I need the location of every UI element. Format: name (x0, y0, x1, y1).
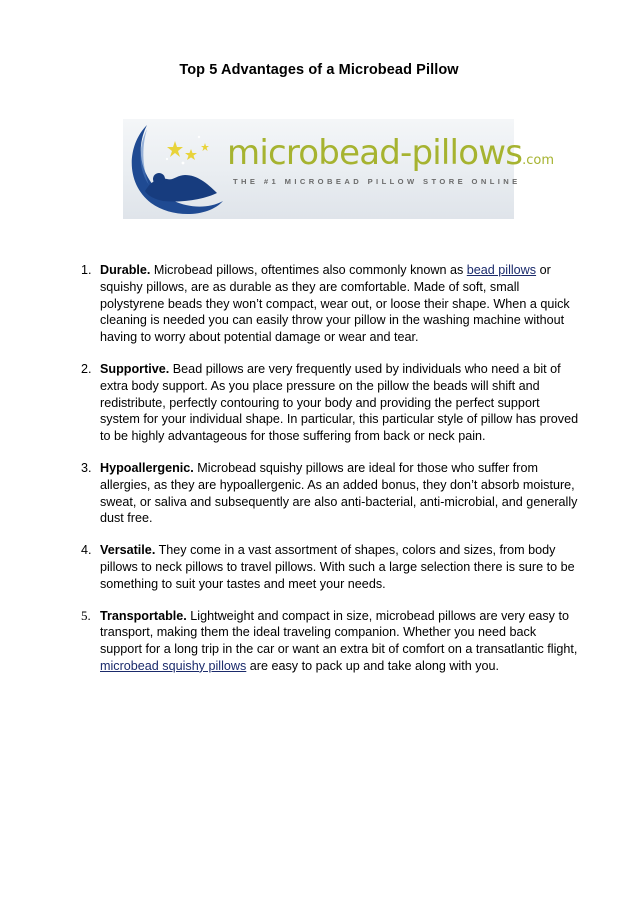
item-text: They come in a vast assortment of shapes, colors and sizes, from body pillows to neck pillows to travel pillows. With such a large selection there is sure to be something to suit your tastes and meet your needs. (100, 543, 575, 591)
item-heading: Versatile. (100, 543, 156, 558)
list-item-hypoallergenic (81, 460, 581, 527)
item-text: are easy to pack up and take along with you. (246, 658, 500, 673)
star-icon (185, 149, 197, 160)
logo-dotcom-text: .com (522, 153, 555, 168)
star-icon (167, 141, 183, 157)
star-dot (198, 136, 200, 138)
star-dot (166, 158, 168, 160)
item-text: or squishy pillows, are as durable as they are comfortable. Made of soft, small polystyrene beads they won’t compact, wear out, or loose their shape. When a quick cleaning is needed you can easily throw your pillow in the washing machine without having to worry about potential damage or wear and tear. (100, 263, 570, 345)
item-text: Bead pillows are very frequently used by individuals who need a bit of extra body support. As you place pressure on the pillow the beads will shift and redistribute, perfectly contouring to your body and providing the perfect support system for your individual shape. In particular, this particular style of pillow has proved to be highly advantageous for those suffering from back or neck pain. (100, 361, 579, 444)
logo-tagline: THE #1 MICROBEAD PILLOW STORE ONLINE (233, 177, 521, 186)
microbead-squishy-pillows-link[interactable]: microbead squishy pillows (100, 658, 247, 673)
item-heading: Durable. (100, 263, 151, 277)
list-number: 3. (81, 460, 92, 475)
star-icon (201, 143, 209, 151)
list-number: 5. (81, 607, 91, 623)
item-text: Microbead squishy pillows are ideal for those who suffer from allergies, as they are hypoallergenic. As an added bonus, they don’t absorb moisture, sweat, or saliva and subsequently are also anti-bacterial, anti-microbial, and generally dust free. (100, 460, 578, 526)
figure-head (153, 173, 165, 185)
item-heading: Transportable. (100, 608, 187, 623)
item-heading: Supportive. (100, 361, 170, 376)
logo-main-text: microbead-pillows (227, 133, 523, 173)
star-dot (182, 162, 185, 165)
logo-wordmark (227, 133, 554, 181)
advantages-list (81, 262, 581, 690)
item-text: Lightweight and compact in size, microbead pillows are very easy to transport, making them the ideal traveling companion. Whether you need back support for a long trip in the car or want an extra bit of comfort on a transatlantic flight, (100, 608, 578, 657)
list-number: 1. (81, 263, 92, 277)
item-text: Microbead pillows, oftentimes also commonly known as (150, 263, 467, 277)
item-heading: Hypoallergenic. (100, 460, 194, 475)
list-number: 2. (81, 361, 92, 376)
page-title: Top 5 Advantages of a Microbead Pillow (179, 62, 459, 78)
list-item-transportable (81, 608, 581, 675)
list-number: 4. (81, 543, 92, 558)
bead-pillows-link[interactable]: bead pillows (466, 263, 537, 277)
list-item-durable (81, 262, 581, 346)
list-item-supportive (81, 361, 581, 445)
logo-banner (123, 119, 555, 219)
list-item-versatile (81, 542, 581, 592)
